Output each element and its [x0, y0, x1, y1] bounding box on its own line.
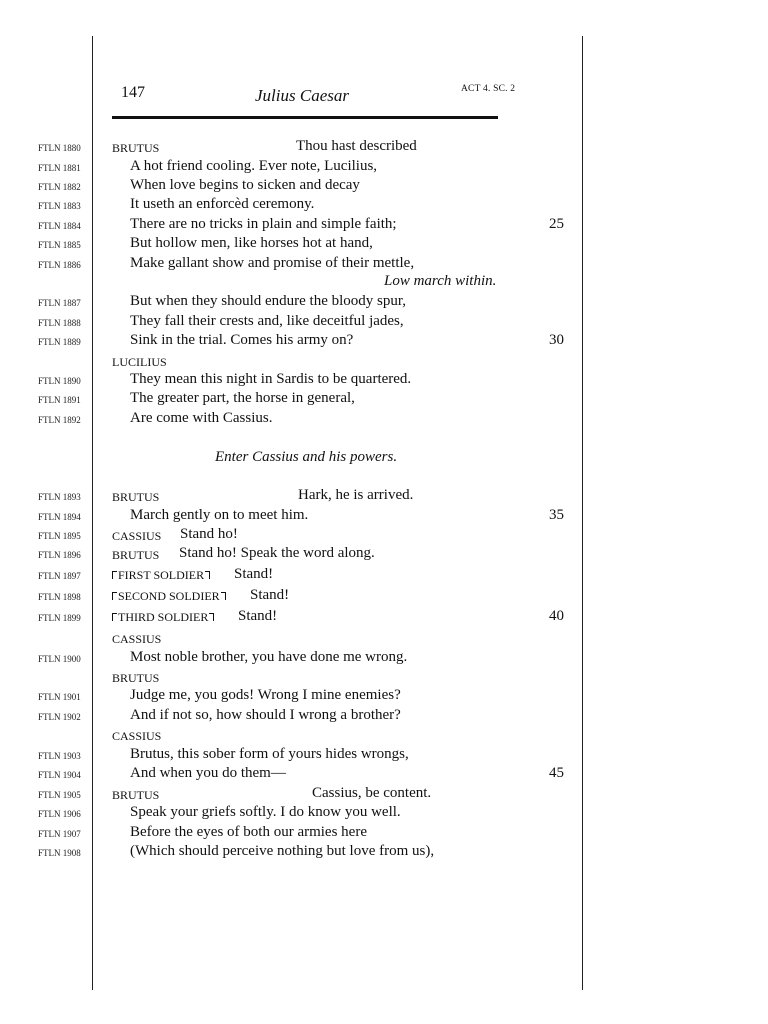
play-line [0, 196, 768, 215]
speaker-name: THIRD SOLDIER [118, 610, 209, 624]
ftln-number: FTLN 1900 [38, 654, 81, 664]
verse-text: Sink in the trial. Comes his army on? [130, 332, 354, 348]
speaker-name: CASSIUS [112, 729, 162, 743]
play-line [0, 587, 768, 606]
play-line [0, 293, 768, 312]
verse-text: Before the eyes of both our armies here [130, 824, 367, 840]
verse-text: Stand! [250, 587, 290, 603]
ftln-number: FTLN 1904 [38, 770, 81, 780]
play-line [0, 843, 768, 862]
speaker-name: SECOND SOLDIER [118, 589, 220, 603]
play-line [0, 608, 768, 627]
ftln-number: FTLN 1887 [38, 298, 81, 308]
ftln-number: FTLN 1906 [38, 809, 81, 819]
verse-text: Stand ho! Speak the word along. [179, 545, 375, 561]
stage-direction-text: Enter Cassius and his powers. [215, 449, 398, 465]
verse-text: But hollow men, like horses hot at hand, [130, 235, 373, 251]
verse-text: A hot friend cooling. Ever note, Lucilius, [130, 158, 378, 174]
line-number: 25 [549, 216, 564, 232]
play-line [0, 235, 768, 254]
ftln-number: FTLN 1897 [38, 571, 81, 581]
page-number: 147 [121, 84, 145, 101]
editorial-bracket-open [112, 571, 117, 579]
speaker-name-bracketed [112, 589, 226, 604]
play-line [0, 216, 768, 235]
speaker-name: BRUTUS [112, 548, 160, 562]
speaker-name: BRUTUS [112, 490, 160, 504]
ftln-number: FTLN 1899 [38, 613, 81, 623]
verse-text: Cassius, be content. [312, 785, 432, 801]
verse-text: When love begins to sicken and decay [130, 177, 360, 193]
ftln-number: FTLN 1884 [38, 221, 81, 231]
ftln-number: FTLN 1895 [38, 531, 81, 541]
line-number: 45 [549, 765, 564, 781]
ftln-number: FTLN 1888 [38, 318, 81, 328]
play-line [0, 707, 768, 726]
stage-direction-text: Low march within. [384, 273, 497, 289]
speaker-name: CASSIUS [112, 529, 162, 543]
speaker-name: CASSIUS [112, 632, 162, 646]
editorial-bracket-close [209, 613, 214, 621]
verse-text: Brutus, this sober form of yours hides wrongs, [130, 746, 409, 762]
stage-direction [0, 273, 768, 292]
line-number: 35 [549, 507, 564, 523]
verse-text: And when you do them— [130, 765, 286, 781]
line-number: 30 [549, 332, 564, 348]
speaker-name: BRUTUS [112, 141, 160, 155]
speaker-name: LUCILIUS [112, 355, 167, 369]
verse-text: Are come with Cassius. [130, 410, 273, 426]
verse-text: Judge me, you gods! Wrong I mine enemies? [130, 687, 401, 703]
ftln-number: FTLN 1894 [38, 512, 81, 522]
play-line [0, 687, 768, 706]
play-line [0, 526, 768, 545]
verse-text: Hark, he is arrived. [298, 487, 414, 503]
ftln-number: FTLN 1882 [38, 182, 81, 192]
ftln-number: FTLN 1896 [38, 550, 81, 560]
verse-text: (Which should perceive nothing but love from us), [130, 843, 435, 859]
play-line [0, 371, 768, 390]
ftln-number: FTLN 1881 [38, 163, 81, 173]
play-title: Julius Caesar [255, 86, 349, 105]
editorial-bracket-close [205, 571, 210, 579]
stage-direction [0, 449, 768, 468]
ftln-number: FTLN 1880 [38, 143, 81, 153]
verse-text: The greater part, the horse in general, [130, 390, 355, 406]
verse-text: Thou hast described [296, 138, 417, 154]
play-line [0, 824, 768, 843]
verse-text: And if not so, how should I wrong a brother? [130, 707, 401, 723]
ftln-number: FTLN 1886 [38, 260, 81, 270]
ftln-number: FTLN 1903 [38, 751, 81, 761]
play-line [0, 785, 768, 804]
play-line [0, 138, 768, 157]
play-line [0, 487, 768, 506]
play-line [0, 804, 768, 823]
play-line [0, 507, 768, 526]
play-line [0, 649, 768, 668]
line-number: 40 [549, 608, 564, 624]
play-line [0, 545, 768, 564]
speaker-line [0, 668, 768, 687]
play-line [0, 158, 768, 177]
play-line [0, 313, 768, 332]
ftln-number: FTLN 1892 [38, 415, 81, 425]
verse-text: Speak your griefs softly. I do know you well. [130, 804, 401, 820]
act-scene-label: ACT 4. SC. 2 [461, 84, 516, 94]
ftln-number: FTLN 1898 [38, 592, 81, 602]
play-line [0, 255, 768, 274]
speaker-name-bracketed [112, 568, 210, 583]
verse-text: Most noble brother, you have done me wrong. [130, 649, 408, 665]
ftln-number: FTLN 1908 [38, 848, 81, 858]
play-line [0, 566, 768, 585]
ftln-number: FTLN 1891 [38, 395, 81, 405]
verse-text: They fall their crests and, like deceitful jades, [130, 313, 404, 329]
speaker-name-bracketed [112, 610, 214, 625]
verse-text: Stand! [234, 566, 274, 582]
editorial-bracket-open [112, 592, 117, 600]
speaker-name: BRUTUS [112, 671, 160, 685]
ftln-number: FTLN 1890 [38, 376, 81, 386]
play-line [0, 746, 768, 765]
verse-text: Stand ho! [180, 526, 238, 542]
verse-text: They mean this night in Sardis to be quartered. [130, 371, 412, 387]
speaker-line [0, 352, 768, 371]
header-rule [112, 116, 498, 119]
play-line [0, 390, 768, 409]
speaker-name: BRUTUS [112, 788, 160, 802]
verse-text: There are no tricks in plain and simple faith; [130, 216, 397, 232]
speaker-name: FIRST SOLDIER [118, 568, 205, 582]
ftln-number: FTLN 1907 [38, 829, 81, 839]
verse-text: Stand! [238, 608, 278, 624]
play-line [0, 177, 768, 196]
verse-text: March gently on to meet him. [130, 507, 309, 523]
editorial-bracket-close [221, 592, 226, 600]
speaker-line [0, 726, 768, 745]
speaker-line [0, 629, 768, 648]
editorial-bracket-open [112, 613, 117, 621]
ftln-number: FTLN 1905 [38, 790, 81, 800]
verse-text: Make gallant show and promise of their mettle, [130, 255, 415, 271]
verse-text: But when they should endure the bloody spur, [130, 293, 407, 309]
play-line [0, 332, 768, 351]
play-line [0, 410, 768, 429]
ftln-number: FTLN 1889 [38, 337, 81, 347]
verse-text: It useth an enforcèd ceremony. [130, 196, 315, 212]
ftln-number: FTLN 1902 [38, 712, 81, 722]
ftln-number: FTLN 1901 [38, 692, 81, 702]
ftln-number: FTLN 1885 [38, 240, 81, 250]
play-line [0, 765, 768, 784]
ftln-number: FTLN 1893 [38, 492, 81, 502]
ftln-number: FTLN 1883 [38, 201, 81, 211]
